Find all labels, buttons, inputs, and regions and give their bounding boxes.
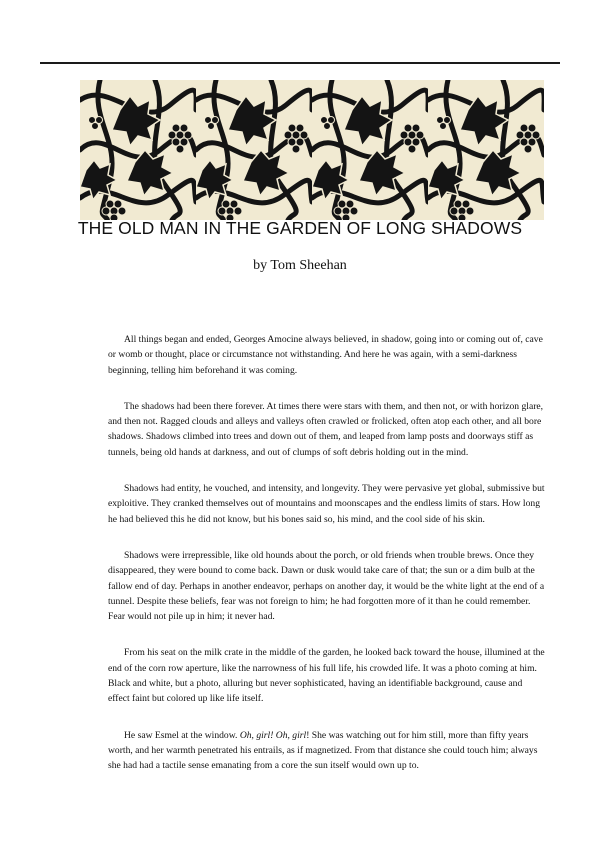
- author-byline: by Tom Sheehan: [253, 258, 347, 273]
- paragraph: From his seat on the milk crate in the middle of the garden, he looked back toward the house, illumined at the end of the corn row aperture, like the narrowness of his full life, his crowded life. It was a photo coming at him. Black and white, but a photo, alluring but never sophisticated, having an identifiable background, cause and effect faint but colored up like life itself.: [108, 647, 545, 705]
- article-title: THE OLD MAN IN THE GARDEN OF LONG SHADOWS: [77, 218, 523, 238]
- paragraph: Shadows had entity, he vouched, and intensity, and longevity. They were pervasive yet global, submissive but exploitive. They cranked themselves out of mountains and moonscapes and the endless limits of stars. How long he had believed this he did not know, but his bones said so, his mind, and the cool side of his skin.: [108, 483, 545, 525]
- article-body: [108, 332, 546, 795]
- paragraph: [108, 728, 546, 774]
- decorative-vine-banner: [80, 80, 544, 220]
- paragraph-text: He saw Esmel at the window.: [124, 729, 240, 741]
- top-rule: [40, 62, 560, 64]
- paragraph-text: ! She was watching out for him still, more than fifty years worth, and her warmth penetrated his entrails, as if magnetized. From that distance she could touch him; always she had had a tactile sense emanating from a core the sun itself would own up to.: [108, 729, 538, 772]
- paragraph: Shadows were irrepressible, like old hounds about the porch, or old friends when trouble brews. Once they disappeared, they were bound to come back. Dawn or dusk would take care of that; the sun or a dim bulb at the fallow end of day. Perhaps in another endeavor, perhaps on another day, it would be the white light at the end of a tunnel. Despite these beliefs, fear was not foreign to him; he had forgotten more of it than he could remember. Fear would not pile up in him; it never had.: [108, 549, 545, 623]
- italic-exclamation: Oh, girl! Oh, girl: [239, 729, 307, 741]
- paragraph: All things began and ended, Georges Amocine always believed, in shadow, going into or coming out of, cave or womb or thought, place or circumstance not withstanding. And here he was again, with a semi-darkness beginning, telling him beforehand it was coming.: [108, 334, 543, 376]
- paragraph: The shadows had been there forever. At times there were stars with them, and then not, or with horizon glare, and then not. Ragged clouds and alleys and valleys often crawled or frolicked, often atop each other, and all bore shadows. Shadows climbed into trees and down out of them, and leaped from lamp posts and doorways stiff as tunnels, being old hands at darkness, and out of clumps of soft debris holding out in the mind.: [108, 400, 544, 458]
